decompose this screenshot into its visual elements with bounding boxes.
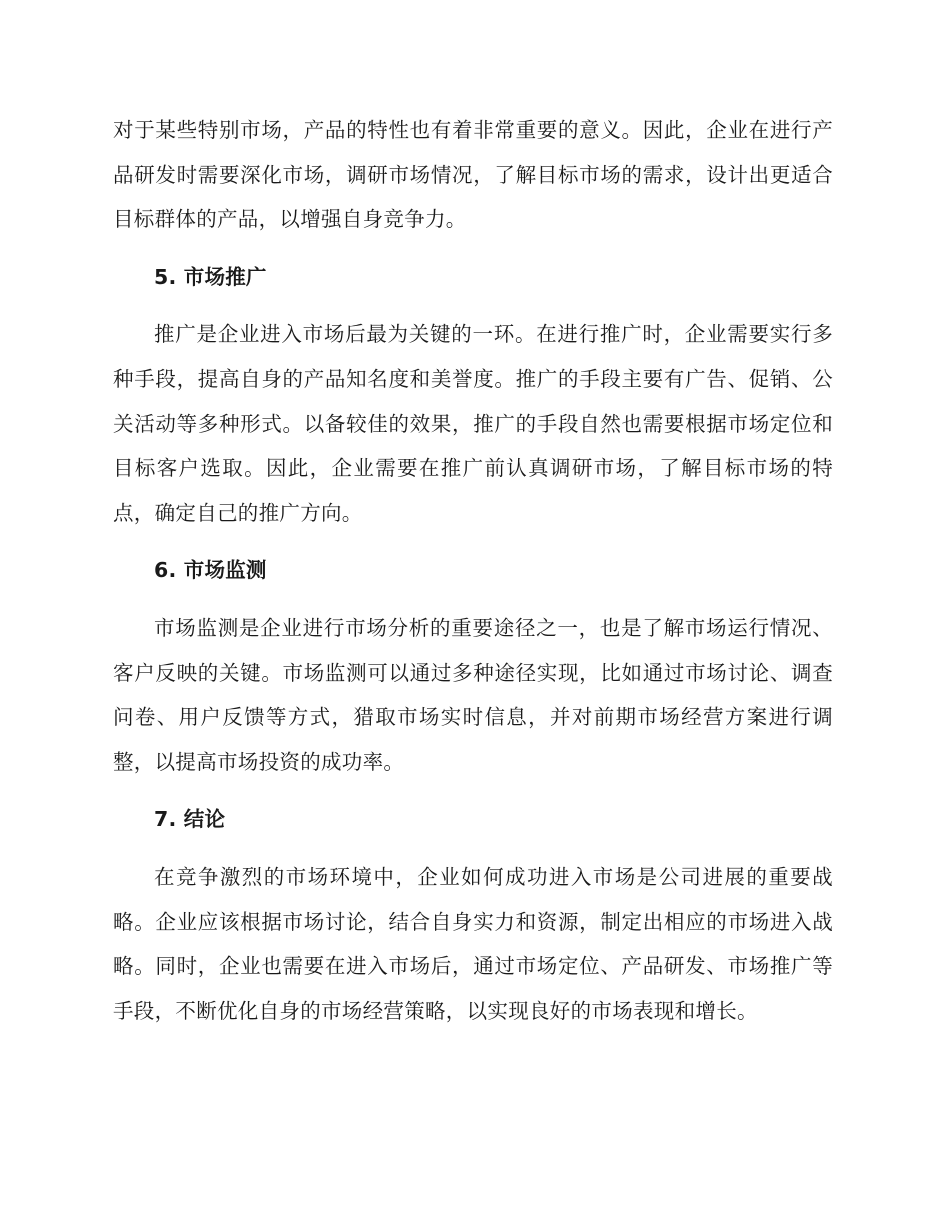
section-heading-market-monitoring: 6. 市场监测 bbox=[154, 558, 267, 583]
section-heading-market-promotion: 5. 市场推广 bbox=[154, 264, 267, 289]
section-body-conclusion: 在竞争激烈的市场环境中，企业如何成功进入市场是公司进展的重要战略。企业应该根据市场讨论，结合自身实力和资源，制定出相应的市场进入战略。同时，企业也需要在进入市场后，通过市场定位、产品研发、市场推广等手段，不断优化自身的市场经营策略，以实现良好的市场表现和增长。 bbox=[113, 864, 833, 1023]
spacer bbox=[113, 842, 833, 855]
intro-paragraph: 对于某些特别市场，产品的特性也有着非常重要的意义。因此，企业在进行产品研发时需要深化市场，调研市场情况，了解目标市场的需求，设计出更适合目标群体的产品，以增强自身竞争力。 bbox=[113, 118, 833, 232]
section-heading-conclusion: 7. 结论 bbox=[154, 807, 226, 832]
spacer bbox=[113, 242, 833, 255]
section-body-market-promotion: 推广是企业进入市场后最为关键的一环。在进行推广时，企业需要实行多种手段，提高自身的产品知名度和美誉度。推广的手段主要有广告、促销、公关活动等多种形式。以备较佳的效果，推广的手段自然也需要根据市场定位和目标客户选取。因此，企业需要在推广前认真调研市场，了解目标市场的特点，确定自己的推广方向。 bbox=[113, 322, 833, 525]
spacer bbox=[113, 784, 833, 797]
spacer bbox=[113, 535, 833, 548]
section-body-market-monitoring: 市场监测是企业进行市场分析的重要途径之一，也是了解市场运行情况、客户反映的关键。市场监测可以通过多种途径实现，比如通过市场讨论、调查问卷、用户反馈等方式，猎取市场实时信息，并对前期市场经营方案进行调整，以提高市场投资的成功率。 bbox=[113, 615, 833, 774]
spacer bbox=[113, 593, 833, 606]
spacer bbox=[113, 299, 833, 312]
document-body bbox=[113, 108, 833, 1033]
